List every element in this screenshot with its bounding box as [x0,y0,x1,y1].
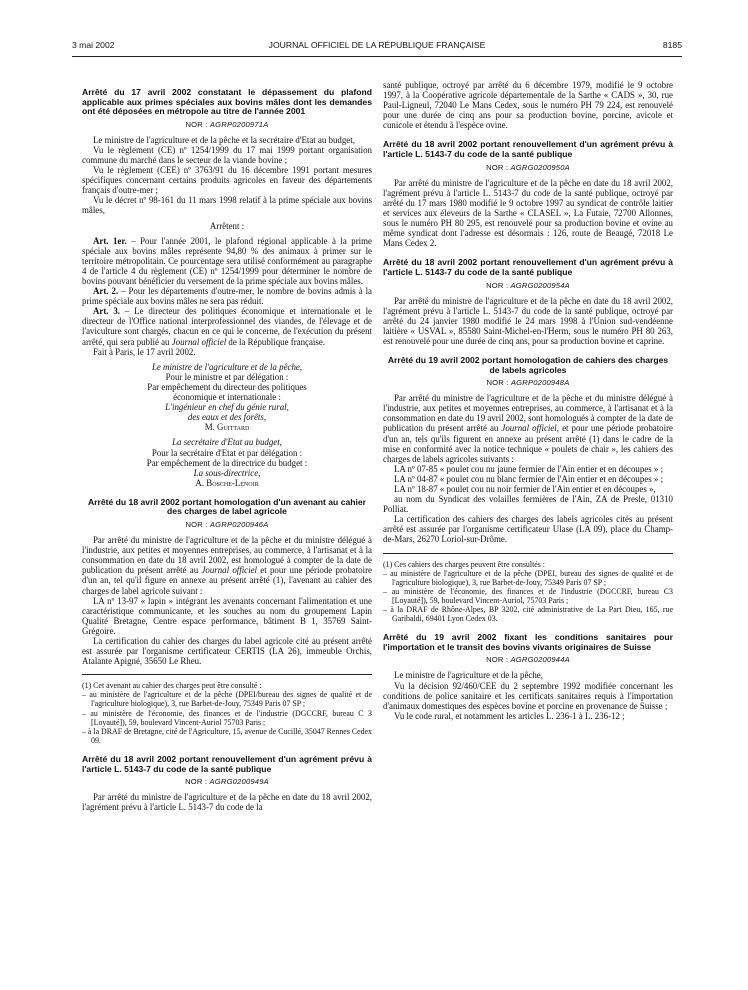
article-title: Arrêté du 18 avril 2002 portant renouvellement d'un agrément prévu à l'article L. 5143-7 du code de la santé publique [383,139,673,160]
signature-line: économique et internationale : [173,392,281,403]
footnote-rule [82,674,372,675]
paragraph: Par arrêté du ministre de l'agriculture et de la pêche et du ministre délégué à l'industrie, aux petites et moyennes entreprises, au commerce, à l'artisanat et à la consommation en date du 18 avril 2002, est homologué à compter de la date de publication du présent arrêté au Journal officiel et pour une période probatoire d'un an, tel qu'il figure en annexe au présent arrêté (1), l'avenant au cahier des charges de label agricole suivant : [82,535,372,596]
paragraph: LA nº 18-87 « poulet cou nu noir fermier de l'Ain entier et en découpes », [394,484,656,494]
signature-line: des eaux et des forêts, [187,412,267,423]
paragraph: Vu le code rural, et notamment les articles L. 236-1 à L. 236-12 ; [394,710,625,721]
arretent-heading: Arrêtent : [209,220,245,231]
paragraph: Vu le règlement (CEE) nº 3763/91 du 16 décembre 1991 portant mesures spécifiques concernant certains produits agricoles en faveur des départements français d'outre-mer ; [82,165,372,196]
right-column [383,80,673,721]
fait-line: Fait à Paris, le 17 avril 2002. [93,346,196,357]
paragraph: Vu la décision 92/460/CEE du 2 septembre 1992 modifiée concernant les conditions de police sanitaire et les certificats sanitaires requis à l'importation d'animaux domestiques des espèces bovine et porcine en provenance de Suisse ; [383,680,673,711]
header-rule [72,56,682,57]
paragraph: Par arrêté du ministre de l'agriculture et de la pêche en date du 18 avril 2002, l'agrément prévu à l'article L. 5143-7 du code de la santé publique, octroyé par arrêté du 17 mars 1980 modifié le 9 octobre 1997 au syndicat de contrôle laitier et services aux éleveurs de la Sarthe « CLASEL », La Futaie, 72700 Allonnes, sous le numéro PH 80 295, est renouvelé pour sa production bovine et ovine au même syndicat dont l'adresse est désormais : 126, route de Beaugé, 72018 Le Mans Cedex 2. [383,177,673,249]
signature-line: Par empêchement de la directrice du budget : [146,457,308,468]
footnote: – au ministère de l'économie, des finances et de l'industrie (DGCCRF, bureau C 3 [Loyauté]), 59, boulevard Vincent-Auriol 75703 Paris ; [82,708,372,727]
footnote: – au ministère de l'économie, des finances et de l'industrie (DGCCRF, bureau C3 [Loyauté]), 59, boulevard Vincent-Auriol, 75703 Paris ; [383,586,673,605]
article-3: Art. 3. – Le directeur des politiques économique et internationale et le directeur de l'Office national interprofessionnel des viandes, de l'élevage et de l'aviculture sont chargés, chacun en ce qui le concerne, de l'exécution du présent arrêté, qui sera publié au Journal officiel de la République française. [82,306,372,347]
paragraph: Par arrêté du ministre de l'agriculture et de la pêche et du ministre délégué à l'industrie, aux petites et moyennes entreprises, au commerce, à l'artisanat et à la consommation en date du 19 avril 2002, sont homologués à compter de la date de publication du présent arrêté au Journal officiel, et pour une période probatoire d'un an, tels qu'ils figurent en annexe au présent arrêté (1) dans le cadre de la mise en conformité avec la notice technique « poulets de chair », les cahiers des charges de labels agricoles suivants : [383,393,673,464]
footnote: – au ministère de l'agriculture et de la pêche (DPEI/bureau des signes de qualité et de l'agriculture biologique), 3, rue Barbet-de-Jouy, 75349 Paris 07 SP ; [82,690,372,709]
signatory-name: M. Guittard [204,422,250,433]
article-title: Arrêté du 17 avril 2002 constatant le dépassement du plafond applicable aux primes spéciales aux bovins mâles dont les demandes ont été déposées en métropole au titre de l'année 2001 [82,87,372,117]
paragraph: La certification des cahiers des charges des labels agricoles cités au présent arrêté est assurée par l'organisme certificateur Ulase (LA 09), place du Champ-de-Mars, 26270 Loriol-sur-Drôme. [383,514,673,545]
nor-line: NOR : AGRP0200948A [486,378,570,388]
footnote: – à la DRAF de Rhône-Alpes, BP 3202, cité administrative de La Part Dieu, 165, rue Garibaldi, 69401 Lyon Cedex 03. [383,605,673,624]
page-header [72,40,682,54]
paragraph: LA nº 04-87 « poulet cou nu blanc fermier de l'Ain entier et en découpes » ; [394,473,664,484]
footnote: (1) Cet avenant au cahier des charges peut être consulté : [82,681,262,691]
footnote-rule [383,553,673,554]
paragraph: Le ministre de l'agriculture et de la pêche, [394,670,543,681]
paragraph: Vu le règlement (CE) nº 1254/1999 du 17 mai 1999 portant organisation commune du marché dans le secteur de la viande bovine ; [82,144,372,165]
paragraph: LA nº 13-97 « lapin » intégrant les avenants concernant l'alimentation et une caractéristique communicante, et les souches au nom du groupement Lapin Qualité Bretagne, Centre espace performance, bâtiment B 1, 35769 Saint-Grégoire. [82,595,372,636]
paragraph: La certification du cahier des charges du label agricole cité au présent arrêté est assurée par l'organisme certificateur CERTIS (LA 26), immeuble Orchis, Atalante Apigné, 35650 Le Rheu. [82,636,372,667]
paragraph: Vu le décret nº 98-161 du 11 mars 1998 relatif à la prime spéciale aux bovins mâles, [82,195,372,216]
article-title: Arrêté du 19 avril 2002 portant homologation de cahiers des charges de labels agricoles [387,354,669,375]
signature-line: Le ministre de l'agriculture et de la pêche, [151,361,303,372]
article-title: Arrêté du 18 avril 2002 portant renouvellement d'un agrément prévu à l'article L. 5143-7 du code de la santé publique [82,753,372,774]
nor-line: NOR : AGRG0200949A [185,777,269,787]
article-title: Arrêté du 18 avril 2002 portant homologation d'un avenant au cahier des charges de label agricole [87,496,367,517]
paragraph: au nom du Syndicat des volailles fermières de l'Ain, ZA de Presle, 01310 Polliat. [383,494,673,515]
signatory-name: A. Bosche-Lenoir [195,477,259,488]
footnote: (1) Ces cahiers des charges peuvent être consultés : [383,559,545,569]
signature-line: L'ingénieur en chef du génie rural, [165,402,289,413]
signature-line: Pour le ministre et par délégation : [165,371,289,382]
nor-line: NOR : AGRG0200944A [486,655,570,665]
paragraph: Par arrêté du ministre de l'agriculture et de la pêche en date du 18 avril 2002, l'agrément prévu à l'article L. 5143-7 du code de la santé publique, octroyé par arrêté du 24 janvier 1980 modifié le 24 mars 1998 à l'Union sud-vendéenne laitière « USVAL », 85580 Saint-Michel-en-l'Herm, sous le numéro PH 80 263, est renouvelé pour une durée de cinq ans, pour sa production bovine et caprine. [383,295,673,346]
nor-line: NOR : AGRG0200954A [486,280,570,290]
nor-line: NOR : AGRP0200971A [185,119,269,129]
header-page-number: 8185 [662,40,682,50]
paragraph: santé publique, octroyé par arrêté du 6 décembre 1979, modifié le 9 octobre 1997, à la Coopérative agricole départementale de la Sarthe « CADS », 30, rue Paul-Ligneul, 72040 Le Mans Cedex, sous le numéro PH 79 224, est renouvelé pour une durée de cinq ans pour sa production bovine, porcine, avicole et cunicole et étendu à l'espèce ovine. [383,80,673,131]
left-column [82,88,372,812]
footnote: – à la DRAF de Bretagne, cité de l'Agriculture, 15, avenue de Cucillé, 35047 Rennes Cedex 09. [82,726,373,745]
paragraph: LA nº 07-85 « poulet cou nu jaune fermier de l'Ain entier et en découpes » ; [394,463,664,474]
article-2: Art. 2. – Pour les départements d'outre-mer, le nombre de bovins admis à la prime spéciale aux bovins mâles ne sera pas réduit. [82,286,372,307]
paragraph: Par arrêté du ministre de l'agriculture et de la pêche en date du 18 avril 2002, l'agrément prévu à l'article L. 5143-7 du code de la [82,792,372,813]
signature-line: La secrétaire d'Etat au budget, [172,437,282,448]
header-date: 3 mai 2002 [72,40,115,50]
nor-line: NOR : AGRP0200946A [185,520,269,530]
signature-line: La sous-directrice, [193,467,261,478]
nor-line: NOR : AGRG0200950A [486,162,570,172]
article-title: Arrêté du 18 avril 2002 portant renouvellement d'un agrément prévu à l'article L. 5143-7 du code de la santé publique [383,257,673,277]
signature-line: Pour la secrétaire d'Etat et par délégation : [151,447,303,458]
signature-line: Par empêchement du directeur des politiques [147,381,307,392]
header-journal-title: JOURNAL OFFICIEL DE LA RÉPUBLIQUE FRANÇAISE [268,40,486,50]
paragraph: Le ministre de l'agriculture et de la pêche et la secrétaire d'Etat au budget, [93,134,355,145]
article-title: Arrêté du 19 avril 2002 fixant les conditions sanitaires pour l'importation et le transit des bovins vivants originaires de Suisse [383,632,673,652]
article-1: Art. 1er. – Pour l'année 2001, le plafond régional applicable à la prime spéciale aux bovins mâles représente 94,80 % des animaux à primer sur le territoire métropolitain. Ce pourcentage sera utilisé conformément au paragraphe 4 de l'article 4 du règlement (CE) nº 1254/1999 pour déterminer le nombre de bovins pouvant bénéficier du versement de la prime spéciale aux bovins mâles. [82,235,372,286]
footnote: – au ministère de l'agriculture et de la pêche (DPEI, bureau des signes de qualité et de l'agriculture biologique), 3, rue Barbet-de-Jouy, 75349 Paris 07 SP ; [383,568,673,587]
